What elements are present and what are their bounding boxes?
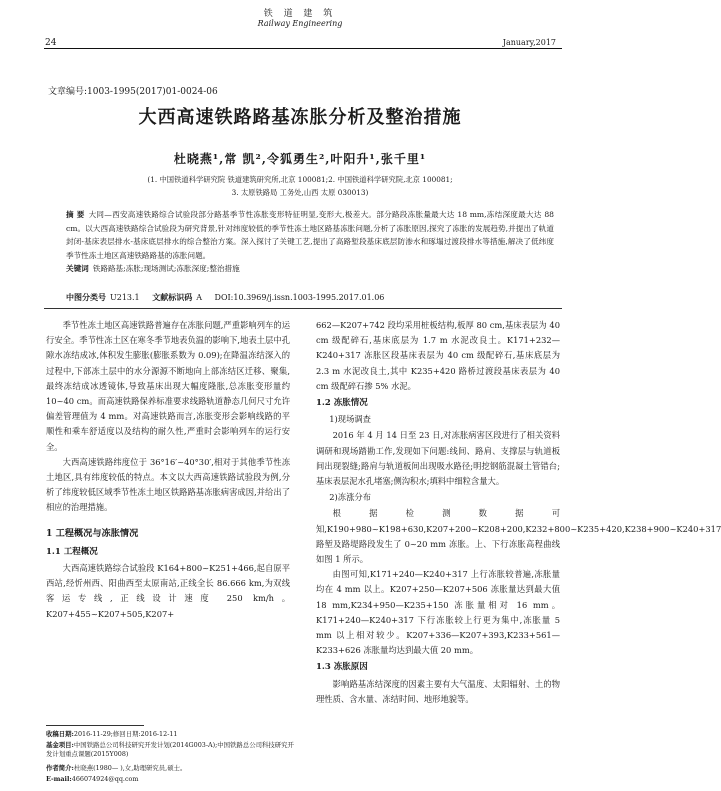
- journal-subtitle: Railway Engineering: [257, 19, 343, 28]
- intro-paragraph: 大西高速铁路纬度位于 36°16′~40°30′,相对于其他季节性冻土地区,具有纬度较低的特点。本文以大西高速铁路试验段为例,分析了纬度较低区域季节性冻土地区铁路路基冻胀病害成因,并给出了相应的治理措施。: [46, 456, 290, 513]
- footnote-key: E-mail:: [46, 775, 72, 783]
- footnote-text: 杜晓燕(1980— ),女,助理研究员,硕士。: [73, 764, 187, 772]
- body-paragraph: 大西高速铁路综合试验段 K164+800~K251+466,起自原平西站,经忻州西、阳曲西至太原南站,正线全长 86.666 km,为双线客运专线,正线设计速度 250 km/h。K207+455~K207+505,K207+: [46, 563, 290, 619]
- abstract-block: [66, 208, 554, 276]
- doi: DOI:10.3969/j.issn.1003-1995.2017.01.06: [214, 293, 385, 302]
- clc-value: U213.1: [110, 293, 140, 302]
- page-number: 24: [45, 38, 57, 48]
- affiliation-line: 3. 太原铁路局 工务处,山西 太原 030013): [231, 188, 369, 197]
- body-paragraph: 影响路基冻结深度的因素主要有大气温度、太阳辐射、土的物理性质、含水量、冻结时间、地形地貌等。: [316, 678, 560, 704]
- article-number: 文章编号:1003-1995(2017)01-0024-06: [48, 87, 218, 97]
- intro-paragraph: 季节性冻土地区高速铁路普遍存在冻胀问题,严重影响列车的运行安全。季节性冻土区在寒冬季节地表负温的影响下,地表土层中孔隙水冻结成冰,体积发生膨胀(膨胀系数为 0.09);在降温冻结深入的过程中,下部冻土层中的水分源源不断地向上部冻结区迁移、聚集,最终冻结成冰透镜体,导致基床出现大幅度隆胀,总冻胀变形量约 10~40 cm。而高速铁路保养标准要求线路轨道静态几何尺寸允许偏差管理值为 4 mm。对高速铁路而言,冻胀变形会影响线路的平顺性和乘车舒适度以及结构的耐久性,严重时会影响列车的运行安全。: [46, 320, 290, 452]
- subsection-heading: 1.1 工程概况: [46, 546, 98, 557]
- footnote-text: 中国铁路总公司科技研究开发计划(2014G003-A);中国铁路总公司科技研究开发计划重点课题(2015Y008): [46, 741, 294, 759]
- sub-heading: 1)现场调查: [329, 414, 371, 425]
- section-heading: 1 工程概况与冻胀情况: [46, 527, 139, 539]
- subsection-heading: 1.2 冻胀情况: [316, 398, 368, 409]
- body-column-right: [316, 318, 721, 707]
- footnote-text: 466074924@qq.com: [71, 775, 139, 783]
- doc-code-value: A: [196, 293, 202, 302]
- subsection-heading: 1.3 冻胀原因: [316, 662, 368, 673]
- footnote-rule: [46, 725, 144, 726]
- body-paragraph: 根据检测数据可知,K190+980~K198+630,K207+200~K208+200,K232+800~K235+420,K238+900~K240+317 路堑及路堤路段发生了 0~20 mm 冻胀。上、下行冻胀高程曲线如图 1 所示。: [316, 508, 721, 565]
- body-paragraph: 2016 年 4 月 14 日至 23 日,对冻胀病害区段进行了相关资料调研和现场踏勘工作,发现如下问题:线间、路肩、支撑层与轨道板间出现裂缝;路肩与轨道板间出现吸水路径;明挖钢筋混凝土管错台;基床表层泥水孔堵塞;侧沟积水;填料中细粒含量大。: [316, 430, 560, 487]
- clc-label: 中图分类号: [66, 292, 106, 302]
- divider: [44, 308, 562, 309]
- keywords-label: 关键词: [66, 264, 89, 274]
- keywords: [66, 262, 554, 276]
- footnote: [46, 730, 296, 739]
- footnote-key: 收稿日期:: [46, 730, 74, 738]
- abstract: [66, 208, 554, 262]
- body-column-left: [46, 318, 290, 622]
- footnote: [46, 775, 296, 784]
- body-paragraph: 由图可知,K171+240—K240+317 上行冻胀较普遍,冻胀量均在 4 mm 以上。K207+250—K207+506 冻胀量达到最大值 18 mm,K234+950—K235+150 冻胀量相对 16 mm。K171+240—K240+317 下行冻胀较上行更为集中,冻胀量 5 mm 以上相对较少。K207+336—K207+393,K233+561—K233+626 冻胀量均达到最大值 20 mm。: [316, 569, 560, 656]
- header-rule: [44, 48, 562, 49]
- footnote-key: 作者简介:: [46, 764, 74, 772]
- keywords-text: 铁路路基;冻胀;现场测试;冻胀深度;整治措施: [92, 264, 240, 274]
- classification-line: [66, 292, 554, 303]
- footnote-key: 基金项目:: [46, 741, 74, 749]
- affiliation-line: (1. 中国铁道科学研究院 铁道建筑研究所,北京 100081;2. 中国铁道科学研究院,北京 100081;: [147, 175, 453, 184]
- issue-date: January,2017: [502, 38, 556, 47]
- footnote: [46, 741, 296, 759]
- sub-heading: 2)冻涨分布: [329, 492, 371, 503]
- abstract-label: 摘 要: [66, 210, 85, 219]
- footnote-text: 2016-11-29;修回日期:2016-12-11: [73, 730, 178, 738]
- abstract-text: 大同—西安高速铁路综合试验段部分路基季节性冻胀变形特征明显,变形大,极差大。部分路段冻胀量最大达 18 mm,冻结深度最大达 88 cm。以大西高速铁路综合试验段为研究背景,针对纬度较低的季节性冻土地区路基冻胀问题,分析了冻胀原因,探究了冻胀的发展趋势,并提出了轨道封闭-基床表层排水-基床底层排水的综合整治方案。深入探讨了关键工艺,提出了高路堑段基床底层防渗水和琢塌过渡段排水等措施,解决了低纬度季节性冻土地区高速铁路路基的冻胀问题。: [66, 210, 554, 260]
- journal-title: 铁 道 建 筑: [263, 9, 337, 19]
- footnote: [46, 764, 296, 773]
- doc-code-label: 文献标识码: [152, 292, 193, 302]
- body-paragraph: 662—K207+742 段均采用桩板结构,板厚 80 cm,基床表层为 40 cm 级配碎石,基床底层为 1.7 m 水泥改良土。K171+232—K240+317 冻胀区段基床表层为 40 cm 级配碎石,基床底层为 2.3 m 水泥改良土,其中 K235+420 路桥过渡段基床表层为 40 cm 级配碎石掺 5% 水泥。: [316, 320, 560, 391]
- paper-title: 大西高速铁路路基冻胀分析及整治措施: [138, 107, 462, 128]
- author-list: 杜晓燕¹,常 凯²,令狐勇生²,叶阳升¹,张千里¹: [173, 152, 427, 166]
